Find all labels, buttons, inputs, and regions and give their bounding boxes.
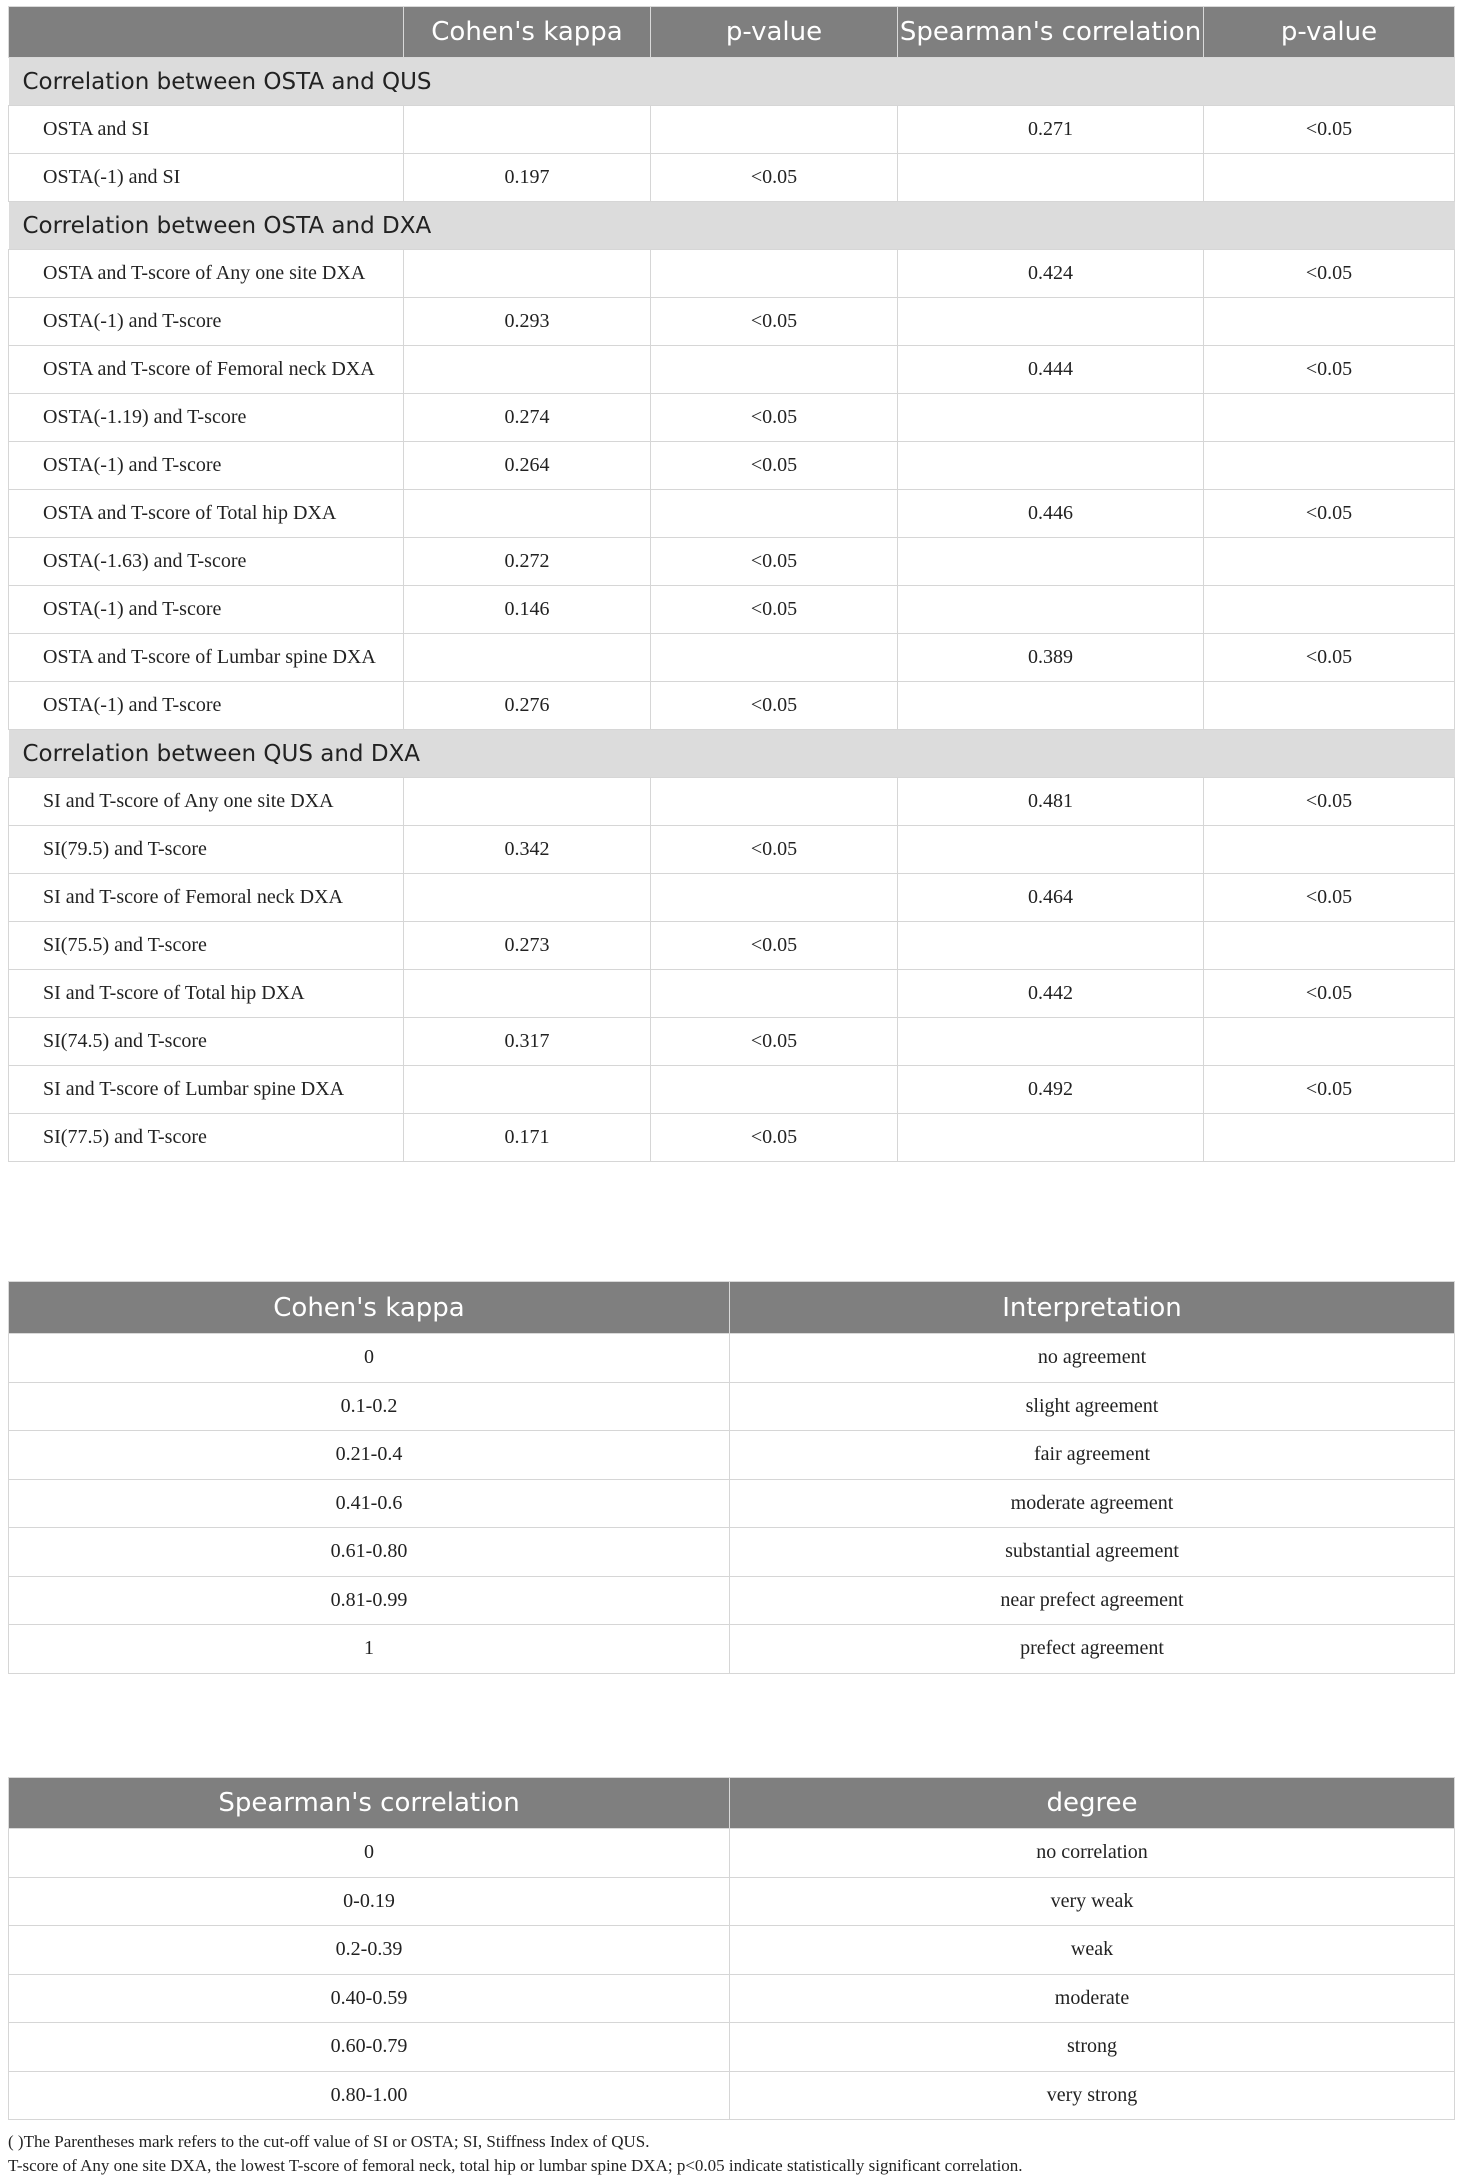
row-label: SI(74.5) and T-score: [9, 1018, 404, 1066]
row-label: SI and T-score of Total hip DXA: [9, 970, 404, 1018]
kappa-p-value-cell: <0.05: [651, 298, 898, 346]
section-title: Correlation between QUS and DXA: [9, 730, 1455, 778]
row-label: SI and T-score of Femoral neck DXA: [9, 874, 404, 922]
spearman-p-value-cell: [1204, 1114, 1455, 1162]
correlation-table: [8, 6, 1455, 1162]
cohens-kappa-cell: [404, 490, 651, 538]
spearman-table-header: [9, 1778, 1455, 1829]
spearman-p-value-cell: <0.05: [1204, 106, 1455, 154]
kappa-p-value-cell: [651, 346, 898, 394]
spearman-cell: [898, 826, 1204, 874]
spearman-cell: [898, 298, 1204, 346]
kappa-range-cell: 0.21-0.4: [9, 1431, 730, 1480]
degree-cell: no correlation: [730, 1829, 1455, 1878]
row-label: SI and T-score of Any one site DXA: [9, 778, 404, 826]
spearman-cell: [898, 394, 1204, 442]
row-label: SI and T-score of Lumbar spine DXA: [9, 1066, 404, 1114]
spearman-p-value-cell: [1204, 442, 1455, 490]
spearman-p-value-cell: [1204, 826, 1455, 874]
cohens-kappa-cell: 0.293: [404, 298, 651, 346]
kappa-interpretation-table: [8, 1281, 1455, 1674]
spearman-cell: 0.271: [898, 106, 1204, 154]
degree-cell: moderate: [730, 1974, 1455, 2023]
kappa-p-value-cell: <0.05: [651, 154, 898, 202]
spearman-p-value-cell: [1204, 394, 1455, 442]
interpretation-cell: moderate agreement: [730, 1479, 1455, 1528]
spearman-p-value-cell: <0.05: [1204, 634, 1455, 682]
row-label: SI(77.5) and T-score: [9, 1114, 404, 1162]
table-row: [9, 874, 1455, 922]
table-row: [9, 778, 1455, 826]
table-row: [9, 922, 1455, 970]
kappa-p-value-cell: <0.05: [651, 1114, 898, 1162]
spearman-cell: 0.444: [898, 346, 1204, 394]
correlation-range-cell: 0: [9, 1829, 730, 1878]
header-spearmans-correlation: Spearman's correlation: [9, 1778, 730, 1829]
spearman-p-value-cell: <0.05: [1204, 346, 1455, 394]
header-spearmans-correlation: Spearman's correlation: [898, 7, 1204, 58]
cohens-kappa-cell: [404, 778, 651, 826]
spearman-cell: [898, 442, 1204, 490]
spearman-p-value-cell: <0.05: [1204, 970, 1455, 1018]
table-row: [9, 538, 1455, 586]
spearman-p-value-cell: [1204, 154, 1455, 202]
row-label: OSTA and T-score of Any one site DXA: [9, 250, 404, 298]
spearman-cell: 0.424: [898, 250, 1204, 298]
cohens-kappa-cell: 0.273: [404, 922, 651, 970]
spearman-p-value-cell: <0.05: [1204, 1066, 1455, 1114]
cohens-kappa-cell: [404, 874, 651, 922]
correlation-range-cell: 0.80-1.00: [9, 2071, 730, 2120]
kappa-p-value-cell: [651, 970, 898, 1018]
row-label: SI(79.5) and T-score: [9, 826, 404, 874]
table-row: [9, 1382, 1455, 1431]
kappa-p-value-cell: [651, 250, 898, 298]
cohens-kappa-cell: 0.272: [404, 538, 651, 586]
correlation-range-cell: 0-0.19: [9, 1877, 730, 1926]
header-interpretation: Interpretation: [730, 1282, 1455, 1334]
kappa-p-value-cell: <0.05: [651, 682, 898, 730]
kappa-table-body: [9, 1334, 1455, 1674]
header-spearman-p-value: p-value: [1204, 7, 1455, 58]
spearman-p-value-cell: [1204, 922, 1455, 970]
table-row: [9, 250, 1455, 298]
table-row: [9, 1576, 1455, 1625]
kappa-p-value-cell: <0.05: [651, 394, 898, 442]
section-title: Correlation between OSTA and DXA: [9, 202, 1455, 250]
kappa-p-value-cell: <0.05: [651, 538, 898, 586]
interpretation-cell: slight agreement: [730, 1382, 1455, 1431]
row-label: OSTA and SI: [9, 106, 404, 154]
cohens-kappa-cell: 0.276: [404, 682, 651, 730]
row-label: OSTA(-1.63) and T-score: [9, 538, 404, 586]
header-cohens-kappa: Cohen's kappa: [9, 1282, 730, 1334]
spearman-cell: 0.389: [898, 634, 1204, 682]
table-row: [9, 1431, 1455, 1480]
spearman-cell: [898, 682, 1204, 730]
cohens-kappa-cell: 0.317: [404, 1018, 651, 1066]
section-row: [9, 730, 1455, 778]
table-row: [9, 634, 1455, 682]
interpretation-cell: prefect agreement: [730, 1625, 1455, 1674]
correlation-range-cell: 0.60-0.79: [9, 2023, 730, 2072]
table-row: [9, 1018, 1455, 1066]
interpretation-cell: substantial agreement: [730, 1528, 1455, 1577]
cohens-kappa-cell: 0.342: [404, 826, 651, 874]
kappa-range-cell: 0: [9, 1334, 730, 1383]
table-row: [9, 298, 1455, 346]
table-row: [9, 2023, 1455, 2072]
row-label: OSTA(-1.19) and T-score: [9, 394, 404, 442]
kappa-p-value-cell: [651, 634, 898, 682]
degree-cell: strong: [730, 2023, 1455, 2072]
correlation-table-header: [9, 7, 1455, 58]
table-row: [9, 346, 1455, 394]
table-row: [9, 826, 1455, 874]
row-label: OSTA and T-score of Femoral neck DXA: [9, 346, 404, 394]
spearman-p-value-cell: <0.05: [1204, 778, 1455, 826]
table-row: [9, 394, 1455, 442]
kappa-p-value-cell: <0.05: [651, 922, 898, 970]
table-row: [9, 1625, 1455, 1674]
row-label: OSTA and T-score of Lumbar spine DXA: [9, 634, 404, 682]
kappa-p-value-cell: [651, 1066, 898, 1114]
table-row: [9, 154, 1455, 202]
table-row: [9, 682, 1455, 730]
spearman-cell: [898, 1018, 1204, 1066]
spearman-cell: 0.464: [898, 874, 1204, 922]
section-title: Correlation between OSTA and QUS: [9, 58, 1455, 106]
cohens-kappa-cell: [404, 634, 651, 682]
interpretation-cell: fair agreement: [730, 1431, 1455, 1480]
cohens-kappa-cell: 0.146: [404, 586, 651, 634]
kappa-table-header: [9, 1282, 1455, 1334]
spearman-p-value-cell: <0.05: [1204, 874, 1455, 922]
spearman-cell: [898, 538, 1204, 586]
spearman-p-value-cell: [1204, 586, 1455, 634]
table-row: [9, 442, 1455, 490]
footnote-line-2: T-score of Any one site DXA, the lowest T-score of femoral neck, total hip or lumbar spine DXA; p<0.05 indicate statistically significant correlation.: [8, 2156, 1023, 2175]
kappa-range-cell: 0.41-0.6: [9, 1479, 730, 1528]
spearman-p-value-cell: [1204, 298, 1455, 346]
table-row: [9, 1974, 1455, 2023]
kappa-range-cell: 0.1-0.2: [9, 1382, 730, 1431]
table-row: [9, 1528, 1455, 1577]
table-row: [9, 1926, 1455, 1975]
cohens-kappa-cell: [404, 346, 651, 394]
spearman-p-value-cell: [1204, 682, 1455, 730]
interpretation-cell: no agreement: [730, 1334, 1455, 1383]
cohens-kappa-cell: 0.197: [404, 154, 651, 202]
table-row: [9, 1877, 1455, 1926]
spearman-cell: [898, 922, 1204, 970]
kappa-p-value-cell: <0.05: [651, 586, 898, 634]
spearman-cell: [898, 586, 1204, 634]
spearman-degree-table: [8, 1777, 1455, 2120]
row-label: OSTA and T-score of Total hip DXA: [9, 490, 404, 538]
table-row: [9, 1114, 1455, 1162]
spearman-cell: 0.481: [898, 778, 1204, 826]
degree-cell: very strong: [730, 2071, 1455, 2120]
interpretation-cell: near prefect agreement: [730, 1576, 1455, 1625]
kappa-range-cell: 0.81-0.99: [9, 1576, 730, 1625]
kappa-p-value-cell: <0.05: [651, 826, 898, 874]
kappa-p-value-cell: <0.05: [651, 1018, 898, 1066]
section-row: [9, 202, 1455, 250]
cohens-kappa-cell: [404, 970, 651, 1018]
header-kappa-p-value: p-value: [651, 7, 898, 58]
table-row: [9, 490, 1455, 538]
spearman-table-body: [9, 1829, 1455, 2120]
table-row: [9, 1334, 1455, 1383]
degree-cell: very weak: [730, 1877, 1455, 1926]
spearman-cell: [898, 1114, 1204, 1162]
spearman-p-value-cell: <0.05: [1204, 250, 1455, 298]
cohens-kappa-cell: 0.171: [404, 1114, 651, 1162]
kappa-p-value-cell: <0.05: [651, 442, 898, 490]
kappa-p-value-cell: [651, 778, 898, 826]
table-row: [9, 1829, 1455, 1878]
row-label: OSTA(-1) and T-score: [9, 298, 404, 346]
row-label: OSTA(-1) and SI: [9, 154, 404, 202]
table-row: [9, 1066, 1455, 1114]
spearman-p-value-cell: <0.05: [1204, 490, 1455, 538]
cohens-kappa-cell: [404, 1066, 651, 1114]
row-label: SI(75.5) and T-score: [9, 922, 404, 970]
kappa-p-value-cell: [651, 490, 898, 538]
spearman-p-value-cell: [1204, 538, 1455, 586]
table-row: [9, 2071, 1455, 2120]
cohens-kappa-cell: 0.274: [404, 394, 651, 442]
footnote-line-1: ( )The Parentheses mark refers to the cut-off value of SI or OSTA; SI, Stiffness Index of QUS.: [8, 2132, 650, 2151]
spearman-cell: 0.492: [898, 1066, 1204, 1114]
header-degree: degree: [730, 1778, 1455, 1829]
kappa-range-cell: 0.61-0.80: [9, 1528, 730, 1577]
table-row: [9, 586, 1455, 634]
correlation-range-cell: 0.40-0.59: [9, 1974, 730, 2023]
correlation-table-body: [9, 58, 1455, 1162]
kappa-p-value-cell: [651, 874, 898, 922]
spearman-cell: 0.442: [898, 970, 1204, 1018]
table-row: [9, 106, 1455, 154]
header-cohens-kappa: Cohen's kappa: [404, 7, 651, 58]
correlation-range-cell: 0.2-0.39: [9, 1926, 730, 1975]
kappa-p-value-cell: [651, 106, 898, 154]
spearman-p-value-cell: [1204, 1018, 1455, 1066]
cohens-kappa-cell: 0.264: [404, 442, 651, 490]
spearman-cell: [898, 154, 1204, 202]
table-row: [9, 970, 1455, 1018]
kappa-range-cell: 1: [9, 1625, 730, 1674]
table-row: [9, 1479, 1455, 1528]
row-label: OSTA(-1) and T-score: [9, 442, 404, 490]
row-label: OSTA(-1) and T-score: [9, 586, 404, 634]
row-label: OSTA(-1) and T-score: [9, 682, 404, 730]
spearman-cell: 0.446: [898, 490, 1204, 538]
degree-cell: weak: [730, 1926, 1455, 1975]
header-empty: [9, 7, 404, 58]
table-footnote: [8, 2130, 1454, 2178]
cohens-kappa-cell: [404, 106, 651, 154]
section-row: [9, 58, 1455, 106]
cohens-kappa-cell: [404, 250, 651, 298]
